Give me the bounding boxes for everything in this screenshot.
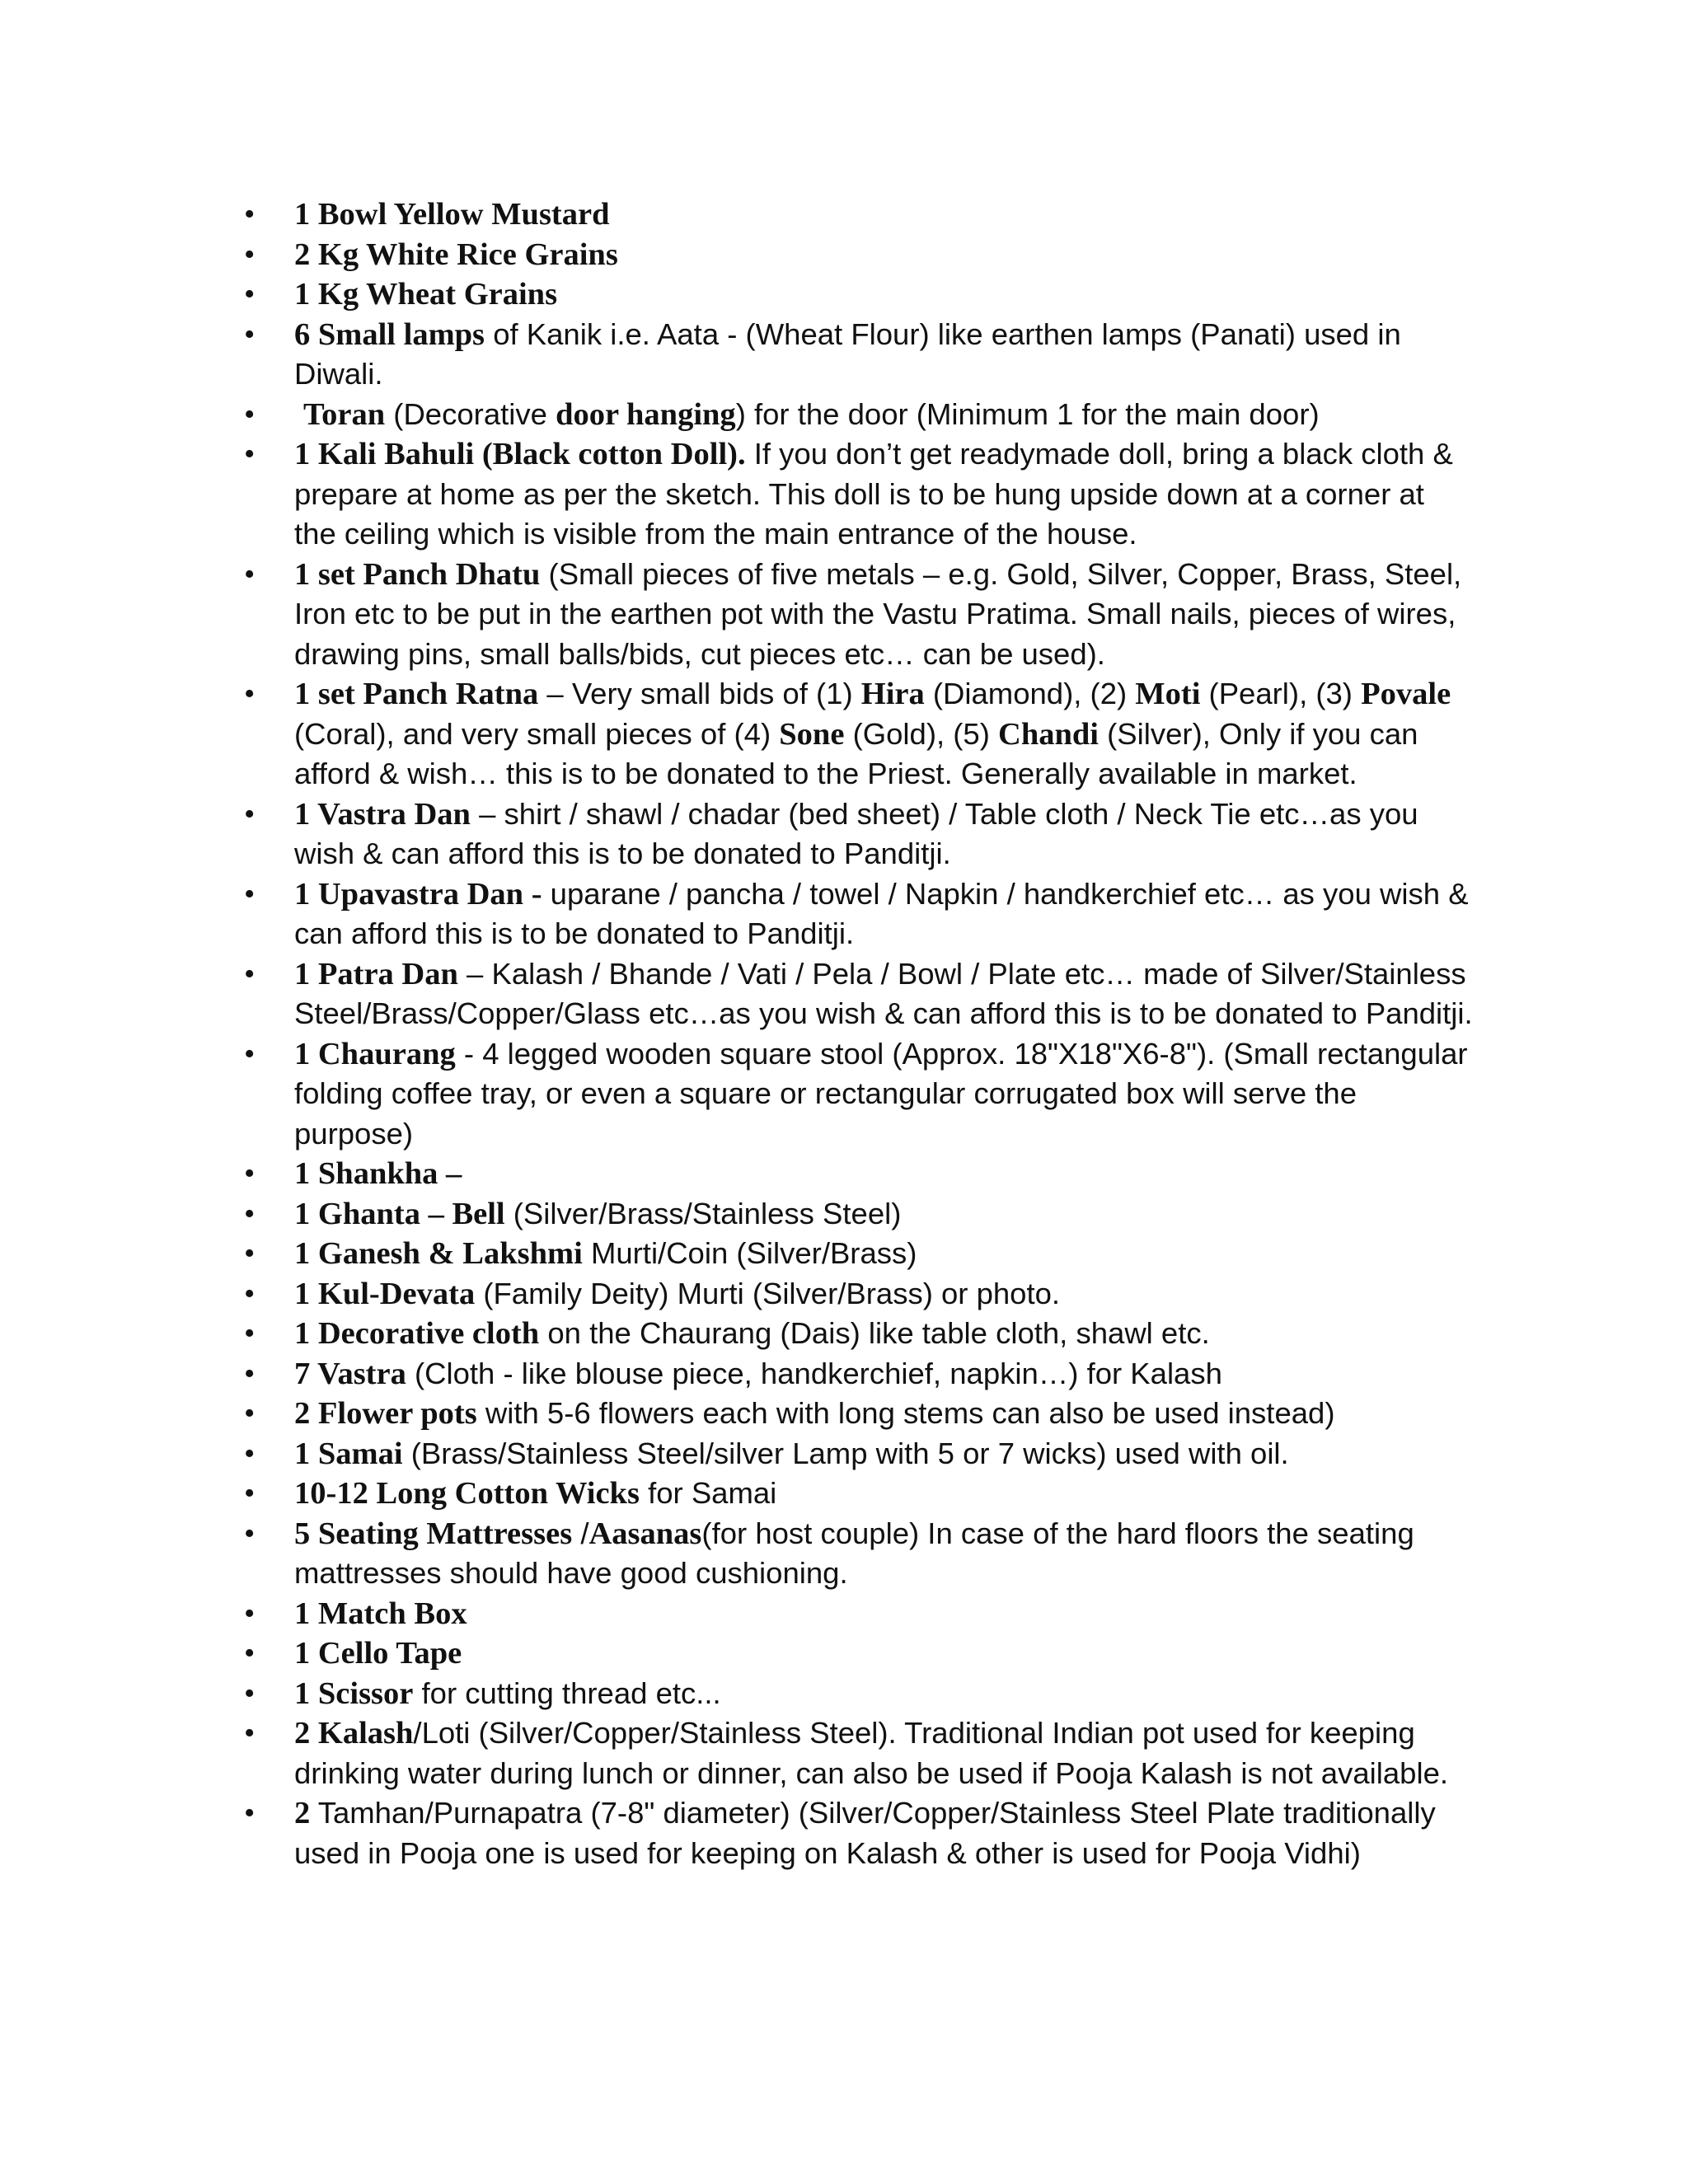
item-bold-text: 1 set Panch Ratna bbox=[294, 677, 539, 711]
list-item bbox=[0, 1793, 1688, 1873]
list-item bbox=[0, 315, 1688, 395]
item-bold-text: Aasanas bbox=[588, 1516, 702, 1551]
item-text: Tamhan/Purnapatra (7-8" diameter) (Silver/Copper/Stainless Steel Plate traditionally used in Pooja one is used for keeping on Kalash & other is used for Pooja Vidhi) bbox=[294, 1796, 1436, 1870]
item-bold-text: 5 Seating Mattresses bbox=[294, 1516, 573, 1551]
list-item bbox=[0, 434, 1688, 555]
list-item bbox=[0, 794, 1688, 874]
item-text: – Very small bids of (1) bbox=[538, 677, 861, 710]
item-bold-text: 1 Scissor bbox=[294, 1675, 414, 1711]
item-text: (Family Deity) Murti (Silver/Brass) or photo. bbox=[475, 1276, 1061, 1310]
list-item bbox=[0, 235, 1688, 275]
item-bold-text: 1 set Panch Dhatu bbox=[294, 556, 541, 592]
item-text: ) for the door (Minimum 1 for the main door) bbox=[735, 396, 1320, 431]
item-bold-text: 1 Kul-Devata bbox=[294, 1276, 476, 1311]
item-text: (Coral), and very small pieces of (4) bbox=[294, 716, 780, 751]
item-text: (for host couple) In case of the hard floors the seating mattresses should have good cushioning. bbox=[294, 1516, 1414, 1590]
item-bold-text: Sone bbox=[779, 716, 845, 752]
item-text: (Pearl), (3) bbox=[1200, 677, 1362, 710]
item-text: of Kanik i.e. Aata - (Wheat Flour) like earthen lamps (Panati) used in Diwali. bbox=[294, 316, 1401, 391]
item-bold-text: 2 Kg White Rice Grains bbox=[294, 237, 618, 272]
list-item bbox=[0, 274, 1688, 315]
item-text: for cutting thread etc... bbox=[413, 1675, 721, 1710]
item-text: Murti/Coin (Silver/Brass) bbox=[582, 1236, 917, 1270]
item-bold-text: 1 Samai bbox=[294, 1436, 403, 1471]
item-text: If you don’t get readymade doll, bring a black cloth & prepare at home as per the sketch. This doll is to be hung upside down at a corner at the ceiling which is visible from the main entrance of the house. bbox=[294, 437, 1453, 551]
list-item bbox=[0, 194, 1688, 235]
list-item bbox=[0, 1034, 1688, 1155]
item-bold-text: 1 Cello Tape bbox=[294, 1636, 462, 1671]
item-text: (Small pieces of five metals – e.g. Gold, Silver, Copper, Brass, Steel, Iron etc to be put in the earthen pot with the Vastu Pratima. Small nails, pieces of wires, drawing pins, small balls/bids, cut pieces etc… can be used). bbox=[294, 556, 1462, 671]
list-item bbox=[0, 874, 1688, 954]
list-item bbox=[0, 1594, 1688, 1634]
item-bold-text: 1 Ghanta – Bell bbox=[294, 1196, 505, 1231]
item-bold-text: Hira bbox=[860, 677, 925, 711]
list-item bbox=[0, 1354, 1688, 1394]
item-bold-text: 1 Kg Wheat Grains bbox=[294, 277, 558, 312]
pooja-items-list bbox=[0, 194, 1688, 1873]
list-item bbox=[0, 1713, 1688, 1793]
item-text: (Silver), Only if you can afford & wish… this is to be donated to the Priest. Generally available in market. bbox=[294, 716, 1418, 790]
item-bold-text: 6 Small lamps bbox=[294, 316, 485, 352]
list-item bbox=[0, 1154, 1688, 1194]
item-text: on the Chaurang (Dais) like table cloth, shawl etc. bbox=[539, 1316, 1210, 1350]
item-bold-text: 1 Vastra Dan bbox=[294, 796, 471, 832]
item-bold-text: 2 Flower pots bbox=[294, 1396, 477, 1431]
item-bold-text: 1 Match Box bbox=[294, 1596, 467, 1631]
list-item bbox=[0, 395, 1688, 435]
item-text: for Samai bbox=[639, 1476, 777, 1510]
item-text: (Decorative bbox=[385, 396, 556, 431]
list-item bbox=[0, 1194, 1688, 1235]
item-text: uparane / pancha / towel / Napkin / handkerchief etc… as you wish & can afford this is to be donated to Panditji. bbox=[294, 876, 1469, 950]
list-item bbox=[0, 1314, 1688, 1354]
item-text: (Brass/Stainless Steel/silver Lamp with 5 or 7 wicks) used with oil. bbox=[402, 1436, 1289, 1470]
item-bold-text: Povale bbox=[1361, 677, 1451, 711]
item-text: /Loti (Silver/Copper/Stainless Steel). Traditional Indian pot used for keeping drinking water during lunch or dinner, can also be used if Pooja Kalash is not available. bbox=[294, 1716, 1449, 1790]
item-bold-text: Moti bbox=[1135, 677, 1201, 711]
item-text: (Diamond), (2) bbox=[924, 677, 1136, 710]
item-bold-text: Toran bbox=[303, 396, 386, 432]
list-item bbox=[0, 1274, 1688, 1315]
item-text: – Kalash / Bhande / Vati / Pela / Bowl / Plate etc… made of Silver/Stainless Steel/Brass/Copper/Glass etc…as you wish & can afford this is to be donated to Panditji. bbox=[294, 956, 1473, 1030]
item-text: (Gold), (5) bbox=[844, 716, 999, 751]
item-text: with 5-6 flowers each with long stems can also be used instead) bbox=[476, 1396, 1335, 1430]
item-bold-text: 10-12 Long Cotton Wicks bbox=[294, 1476, 640, 1511]
item-bold-text: 1 Chaurang bbox=[294, 1036, 456, 1071]
item-bold-text: 1 Kali Bahuli (Black cotton Doll). bbox=[294, 437, 746, 471]
list-item bbox=[0, 954, 1688, 1034]
list-item bbox=[0, 1434, 1688, 1474]
item-bold-text: 7 Vastra bbox=[294, 1356, 406, 1391]
list-item bbox=[0, 1234, 1688, 1274]
list-item bbox=[0, 1674, 1688, 1714]
list-item bbox=[0, 1394, 1688, 1434]
item-bold-text: 1 Bowl Yellow Mustard bbox=[294, 197, 610, 232]
item-text: (Silver/Brass/Stainless Steel) bbox=[504, 1196, 902, 1230]
item-bold-text: door hanging bbox=[556, 396, 736, 432]
item-bold-text: 1 Shankha – bbox=[294, 1156, 462, 1191]
list-item bbox=[0, 674, 1688, 794]
item-bold-text: 1 Patra Dan bbox=[294, 956, 458, 991]
list-item bbox=[0, 1514, 1688, 1594]
item-bold-text: Chandi bbox=[998, 716, 1100, 752]
item-bold-text: 1 Ganesh & Lakshmi bbox=[294, 1236, 583, 1271]
list-item bbox=[0, 1633, 1688, 1674]
item-text: (Cloth - like blouse piece, handkerchief, napkin…) for Kalash bbox=[406, 1356, 1222, 1390]
item-text: – shirt / shawl / chadar (bed sheet) / Table cloth / Neck Tie etc…as you wish & can afford this is to be donated to Panditji. bbox=[294, 796, 1418, 870]
item-text: / bbox=[572, 1516, 589, 1550]
item-bold-text: 2 Kalash bbox=[294, 1716, 414, 1750]
item-bold-text: 2 bbox=[294, 1796, 311, 1830]
list-item bbox=[0, 555, 1688, 675]
list-item bbox=[0, 1474, 1688, 1514]
item-bold-text: 1 Decorative cloth bbox=[294, 1316, 540, 1351]
item-text: - 4 legged wooden square stool (Approx. 18"X18"X6-8"). (Small rectangular folding coffee tray, or even a square or rectangular corrugated box will serve the purpose) bbox=[294, 1036, 1468, 1151]
item-bold-text: 1 Upavastra Dan - bbox=[294, 876, 542, 912]
